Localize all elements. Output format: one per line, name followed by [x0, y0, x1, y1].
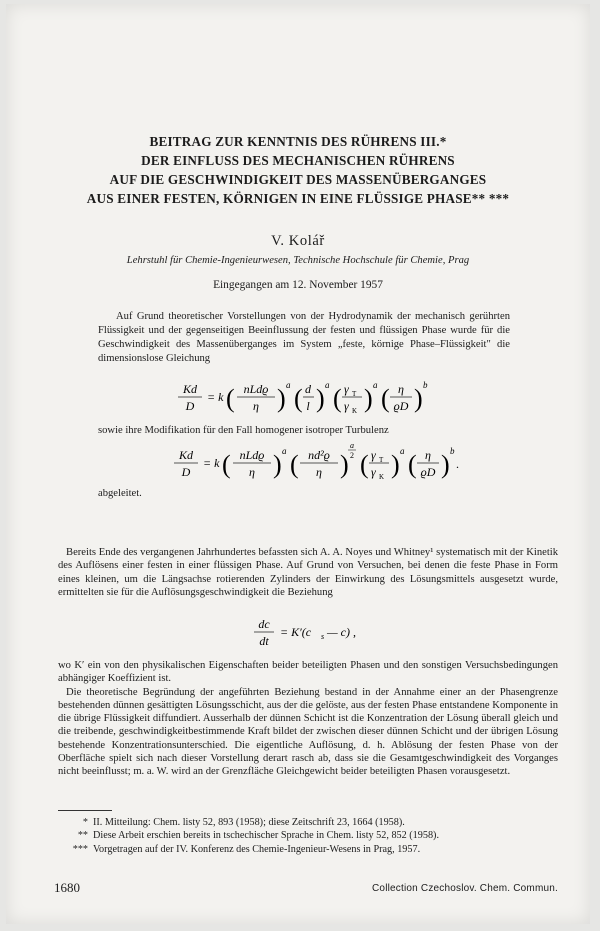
title-line-3: AUF DIE GESCHWINDIGKEIT DES MASSENÜBERGANGES: [109, 172, 487, 187]
eq2-f3-sub: T: [379, 456, 384, 464]
eq1-lhs-den: D: [185, 399, 195, 413]
eq1-f3-num: γ: [344, 382, 349, 396]
eq1-k: = k: [207, 390, 224, 404]
footnote-2: [58, 829, 558, 842]
eq2-f3-num: γ: [371, 448, 376, 462]
eq2-k: = k: [203, 456, 220, 470]
derived-text: abgeleitet.: [98, 488, 142, 499]
svg-text:): ): [273, 450, 282, 479]
eq1-exp-a3: a: [373, 380, 378, 390]
svg-text:(: (: [226, 384, 235, 413]
equation-2: [172, 440, 462, 488]
svg-text:(: (: [222, 450, 231, 479]
equation-3: [252, 616, 382, 650]
paper-title: [6, 132, 590, 208]
footnote-text: II. Mitteilung: Chem. listy 52, 893 (1958); diese Zeitschrift 23, 1664 (1958).: [93, 817, 405, 828]
eq1-exp-b: b: [423, 380, 428, 390]
svg-text:(: (: [360, 450, 369, 479]
svg-text:.: .: [456, 457, 459, 471]
footnotes: [58, 816, 558, 856]
eq2-exp-b: b: [450, 446, 455, 456]
svg-text:(: (: [290, 450, 299, 479]
eq2-f4-den: ϱD: [420, 465, 436, 479]
eq2-f2-den: η: [316, 465, 322, 479]
svg-text:(: (: [333, 384, 342, 413]
svg-text:): ): [316, 384, 325, 413]
abstract: [98, 310, 510, 366]
footnote-mark: ***: [72, 843, 88, 855]
modification-text: sowie ihre Modifikation für den Fall homogener isotroper Turbulenz: [98, 425, 389, 436]
svg-text:(: (: [408, 450, 417, 479]
footnote-text: Diese Arbeit erschien bereits in tschechischer Sprache in Chem. listy 52, 852 (1958).: [93, 830, 440, 842]
body-paragraphs: [58, 659, 558, 779]
eq2-exp-a1: a: [282, 446, 287, 456]
eq2-exp-num: a: [350, 441, 354, 450]
eq2-f4-num: η: [425, 448, 431, 462]
received-date: Eingegangen am 12. November 1957: [213, 279, 383, 291]
eq2-f1-den: η: [249, 465, 255, 479]
title-line-1: BEITRAG ZUR KENNTNIS DES RÜHRENS III.*: [149, 134, 447, 149]
eq1-f1-den: η: [253, 399, 259, 413]
svg-text:): ): [364, 384, 373, 413]
eq1-f1-num: nLdϱ: [243, 382, 269, 396]
eq3-den: dt: [259, 634, 269, 648]
footnote-1: [58, 816, 558, 829]
eq1-exp-a2: a: [325, 380, 330, 390]
abstract-text: Auf Grund theoretischer Vorstellungen von der Hydrodynamik der mechanisch gerührten Flüssigkeit und der gegenseitigen Beeinflussung der festen und flüssigen Phase wurde für die Geschwindigkeit des Massenüberganges im System „feste, körnige Phase–Flüssigkeit" die dimensionslose Gleichung: [98, 311, 510, 364]
title-line-4: AUS EINER FESTEN, KÖRNIGEN IN EINE FLÜSSIGE PHASE** ***: [86, 191, 510, 206]
body-text-2: wo K′ ein von den physikalischen Eigenschaften beider beteiligten Phasen und den sonstigen Versuchsbedingungen abhängiger Koeffizient ist.: [58, 660, 558, 685]
eq3-num: dc: [258, 617, 270, 631]
eq1-f3-sub: T: [352, 390, 357, 398]
author-name: V. Kolář: [271, 233, 325, 249]
eq2-exp-den: 2: [350, 451, 354, 460]
footnote-text: Vorgetragen auf der IV. Konferenz des Chemie-Ingenieur-Wesens in Prag, 1957.: [93, 843, 421, 855]
eq1-exp-a1: a: [286, 380, 291, 390]
eq2-exp-a3: a: [400, 446, 405, 456]
eq2-f3-den: γ: [371, 465, 376, 479]
svg-text:): ): [277, 384, 286, 413]
title-line-2: DER EINFLUSS DES MECHANISCHEN RÜHRENS: [141, 153, 455, 168]
body-text-3: Die theoretische Begründung der angeführten Beziehung bestand in der Annahme einer an der Phasengrenze bestehenden dünnen gesättigten Lösungsschicht, aus der die gelöste, aus der festen Phase entstandene Komponente in die übrige Flüssigkeit diffundiert. Ausserhalb der dünnen Schicht ist die Konzentration der Lösung überall gleich und die treibende, geschwindigkeitbestimmende Kraft bildet der zwischen dieser dünnen Schicht und der übrigen Lösung bestehende Konzentrationsunterschied. Die eigentliche Auflösung, d. h. Ablösung der festen Phase von der Oberfläche spielt sich nach dieser Vorstellung derart rasch ab, dass sie die Gesamtgeschwindigkeit des Vorganges nicht beeinflusst; m. a. W. wird an der Grenzfläche Gleichgewicht beider beteiligten Phasen vorausgesetzt.: [58, 686, 558, 778]
footnote-3: [58, 843, 558, 856]
footnote-rule: [58, 810, 112, 811]
svg-text:): ): [441, 450, 450, 479]
eq1-f2-den: l: [306, 399, 310, 413]
footnote-mark: *: [82, 817, 88, 828]
eq2-f3-densub: K: [379, 473, 385, 481]
page-number: 1680: [54, 880, 80, 895]
eq1-f4-num: η: [398, 382, 404, 396]
eq1-f4-den: ϱD: [393, 399, 409, 413]
svg-text:): ): [340, 450, 349, 479]
eq1-f2-num: d: [305, 382, 311, 396]
journal-name: Collection Czechoslov. Chem. Commun.: [372, 883, 558, 894]
eq2-lhs-den: D: [181, 465, 191, 479]
body-text-1: Bereits Ende des vergangenen Jahrhundertes befassten sich A. A. Noyes und Whitney¹ systematisch mit der Kinetik des Auflösens einer festen in einer flüssigen Phase. Auf Grund von Versuchen, bei denen die feste Phase in Form eines kleinen, um die Längsachse rotierenden Zylinders der Einwirkung des Lösungsmittels ausgesetzt wurde, ermittelten sie für die Auflösungsgeschwindigkeit die Beziehung: [58, 547, 558, 598]
equation-1: [176, 376, 446, 422]
eq2-lhs-num: Kd: [178, 448, 194, 462]
eq1-lhs-num: Kd: [182, 382, 198, 396]
eq3-tail: — c) ,: [327, 625, 356, 639]
eq3-sub: s: [321, 632, 325, 641]
eq2-f1-num: nLdϱ: [239, 448, 265, 462]
eq1-f3-densub: K: [352, 407, 358, 415]
author-affiliation: Lehrstuhl für Chemie-Ingenieurwesen, Technische Hochschule für Chemie, Prag: [126, 255, 470, 266]
svg-text:): ): [391, 450, 400, 479]
svg-text:): ): [414, 384, 423, 413]
footnote-mark: **: [77, 830, 88, 842]
body-paragraph-1: [58, 546, 558, 599]
eq3-rhs: = K′(c: [280, 625, 312, 639]
svg-text:(: (: [294, 384, 303, 413]
eq2-f2-num: nd²ϱ: [308, 448, 330, 462]
eq1-f3-den: γ: [344, 399, 349, 413]
paper-page: [6, 4, 590, 924]
svg-text:(: (: [381, 384, 390, 413]
